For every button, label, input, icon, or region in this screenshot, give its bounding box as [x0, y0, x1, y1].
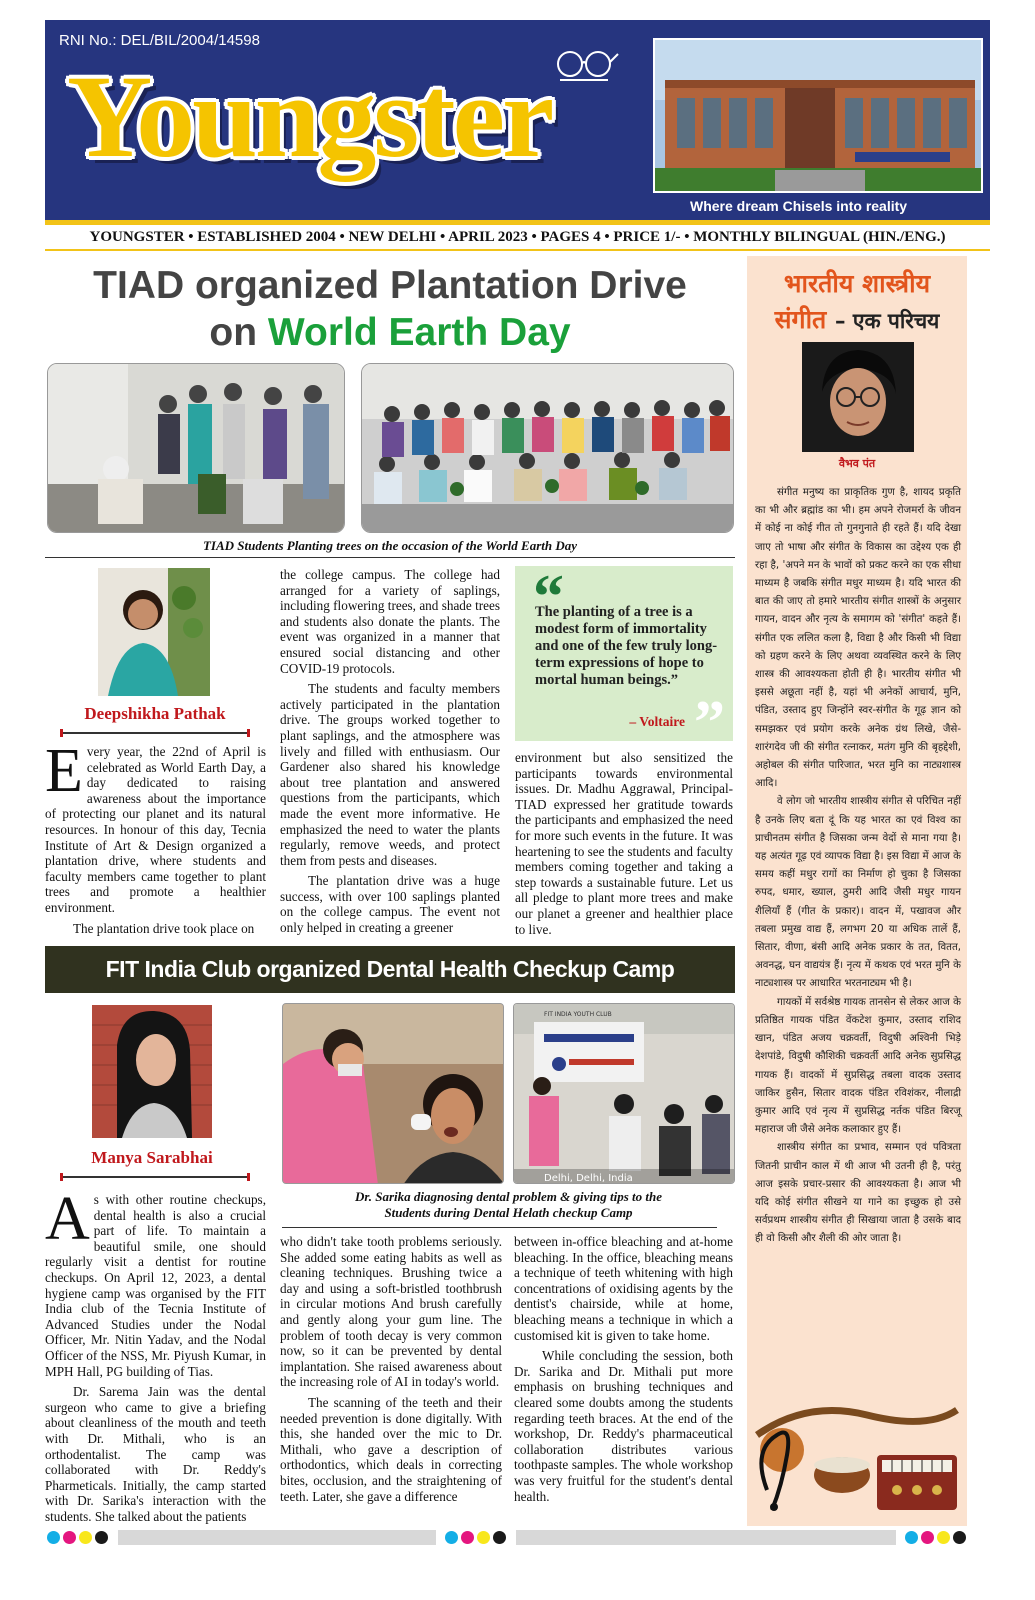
cyan-dot — [905, 1531, 918, 1544]
headline-line2-highlight: World Earth Day — [267, 311, 571, 354]
sidebar-author: वैभव पंत — [838, 457, 876, 470]
fit-india-sign: FIT INDIA YOUTH CLUB — [544, 1011, 612, 1018]
issue-info-bar: YOUNGSTER • ESTABLISHED 2004 • NEW DELHI • APRIL 2023 • PAGES 4 • PRICE 1/- • MONTHLY BILINGUAL (HIN./ENG.) — [45, 225, 990, 251]
paragraph: The scanning of the teeth and their needed prevention is done digitally. With this, she handed over the mic to Dr. Mithali, who gave a description of orthodontics, which deals in correcting bites, occlusion, and the straightening of teeth. Later, she gave a difference — [280, 1394, 502, 1504]
paragraph: environment but also sensitized the participants towards environmental issues. Dr. Madhu Aggrawal, Principal-TIAD expressed her gratitude towards the participants and emphasized the need for more such events in the future. It was heartening to see the students and faculty members coming together and taking a step towards a sustainable future. Let us all pledge to plant more trees and make our planet a greener and healthier place to live. — [515, 750, 733, 937]
footer-bar-left — [118, 1530, 436, 1545]
article1-column-3 — [515, 750, 733, 942]
dropcap: A — [45, 1185, 90, 1253]
sidebar-body — [755, 484, 961, 1249]
close-quote-icon: ” — [694, 689, 725, 757]
paragraph: शास्त्रीय संगीत का प्रभाव, सम्मान एवं पवित्रता जितनी प्राचीन काल में थी आज भी उतनी ही है, परंतु आज इसके प्रचार-प्रसार की आवश्यकता है। आज भी यदि कोई संगीत सीखने या गाने का इच्छुक हो उसे सर्वप्रथम शास्त्रीय संगीत ही सिखाया जाता है उसके बाद ही वो किसी और शैली की ओर जाता है। — [755, 1142, 961, 1245]
yellow-dot — [79, 1531, 92, 1544]
quote-author: – Voltaire — [629, 714, 685, 729]
caption-line: Students during Dental Helath checkup Camp — [384, 1205, 633, 1220]
cyan-dot — [47, 1531, 60, 1544]
plantation-group-photo — [361, 363, 734, 533]
newspaper-logo: Youngster — [67, 51, 552, 182]
dental-exam-photo — [282, 1003, 504, 1184]
footer-bar-right — [516, 1530, 896, 1545]
music-instruments-illustration — [747, 1395, 967, 1525]
manya-portrait — [92, 1005, 212, 1138]
caption-divider — [282, 1227, 717, 1228]
color-registration-dots-left — [47, 1531, 108, 1544]
article2-column-1 — [45, 1185, 266, 1529]
black-dot — [493, 1531, 506, 1544]
black-dot — [95, 1531, 108, 1544]
sidebar-title-suffix: – एक परिचय — [835, 309, 940, 333]
yellow-dot — [937, 1531, 950, 1544]
article1-column-2 — [280, 567, 500, 941]
paragraph: The plantation drive was a huge success, with over 100 saplings planted on the college campus. The event not only helped in creating a greener — [280, 873, 500, 936]
rni-number: RNI No.: DEL/BIL/2004/14598 — [59, 32, 260, 49]
magenta-dot — [63, 1531, 76, 1544]
article2-column-3 — [514, 1234, 733, 1509]
quote-text: The planting of a tree is a modest form of immortality and one of the few truly long-term expressions of hope to mortal human beings.” — [535, 604, 718, 688]
paragraph: between in-office bleaching and at-home bleaching. In the office, bleaching means a technique of teeth whitening with high concentrations of oxidising agents by the dentist's chairside, while at home, bleaching means a technique in which a customised kit is given to take home. — [514, 1234, 733, 1343]
black-dot — [953, 1531, 966, 1544]
article1-author: Deepshikha Pathak — [84, 704, 226, 723]
dental-camp-photo — [513, 1003, 735, 1184]
open-quote-icon: “ — [533, 563, 564, 631]
author-divider — [60, 732, 250, 734]
color-registration-dots-center — [445, 1531, 506, 1544]
magenta-dot — [461, 1531, 474, 1544]
paragraph: वे लोग जो भारतीय शास्त्रीय संगीत से परिचित नहीं है उनके लिए बता दूं कि यह भारत का एवं विश्व का प्राचीनतम संगीत है जिसका जन्म वेदों से माना गया है। यह अत्यंत गूढ़ एवं व्यापक विद्या है। इस विद्या में आज के समय कहीं मधुर रागों का निर्माण हो चुका है जिसका रुपद, धमार, ख्याल, ठुमरी आदि जैसी मधुर गायन शैलियाँ हैं (गीत के प्रकार)। वादन में, पखावज और तबला प्रमुख वाद्य हैं, लगभग 20 या अधिक तालें हैं, सितार, वीणा, बंसी आदि अनेक प्रकार के तत, वितत, अवनद्ध, घन वाद्ययंत्र हैं। नृत्य में कथक एवं भरत मुनि के नाट्यशास्त्र पर आधारित भरतनाट्यम भी है। — [755, 796, 961, 990]
article1-headline — [45, 262, 735, 356]
photo-location-watermark: Delhi, Delhi, India — [544, 1173, 633, 1184]
article1-photo-caption: TIAD Students Planting trees on the occasion of the World Earth Day — [202, 538, 578, 553]
deepshikha-portrait — [98, 568, 210, 696]
institute-building-photo — [653, 38, 983, 193]
vaibhav-portrait — [802, 342, 914, 452]
paragraph: गायकों में सर्वश्रेष्ठ गायक तानसेन से लेकर आज के प्रतिष्ठित गायक पंडित वेंकटेश कुमार, उस्ताद राशिद खान, पंडित अजय चक्रवर्ती, विदुषी अश्विनी भिड़े देशपांडे, विदुषी कौशिकी चक्रवर्ती आदि अनेक सुप्रसिद्ध गायक हैं। वादकों में सुप्रसिद्ध तबला वादक उस्ताद जाकिर हुसैन, सितार वादक पंडित रविशंकर, नीलाद्री कुमार आदि एवं नृत्य में सुप्रसिद्ध नर्तक पंडित बिरजू महाराज जी जैसे अनेक कलाकार हुए हैं। — [755, 996, 961, 1136]
headline-line2-prefix: on — [209, 311, 258, 354]
article2-author: Manya Sarabhai — [91, 1148, 213, 1167]
paragraph: The plantation drive took place on — [73, 920, 255, 936]
paragraph: While concluding the session, both Dr. Sarika and Dr. Mithali put more emphasis on brushing techniques and cleared some doubts among the students regarding teeth braces. At the end of the workshop, Dr. Reddy's pharmaceutical collaboration distributes various toothpaste samples. The whole workshop was very fruitful for the student's dental health. — [514, 1348, 733, 1504]
headline-line1: TIAD organized Plantation Drive — [93, 264, 687, 307]
article2-banner-headline: FIT India Club organized Dental Health Checkup Camp — [45, 946, 735, 993]
paragraph: very year, the 22nd of April is celebrated as World Earth Day, a day dedicated to raising awareness about the importance of protecting our planet and its natural resources. In honour of this day, Tecnia Institute of Art & Design organized a plantation drive, where students and faculty members came together to plant trees and promote a healthier environment. — [45, 744, 266, 915]
tagline: Where dream Chisels into reality — [690, 198, 908, 214]
sidebar-title-line1: भारतीय शास्त्रीय — [783, 269, 931, 298]
caption-line: Dr. Sarika diagnosing dental problem & giving tips to the — [355, 1189, 662, 1204]
paragraph: the college campus. The college had arranged for a variety of saplings, including flowering trees, and shade trees and students also donate the plants. The event was organized in a manner that ensured social distancing and other COVID-19 protocols. — [280, 567, 500, 676]
masthead — [45, 20, 990, 225]
article2-column-2 — [280, 1234, 502, 1509]
cyan-dot — [445, 1531, 458, 1544]
plantation-photo-left — [47, 363, 345, 533]
yellow-dot — [477, 1531, 490, 1544]
author-divider — [60, 1176, 250, 1178]
paragraph: s with other routine checkups, dental health is also a crucial part of life. To maintain a beautiful smile, one should regularly visit a dentist for routine checkups. On April 12, 2023, a dental hygiene camp was organised by the FIT India club of the Tecnia Institute of Advanced Studies under the Nodal Officer, Mr. Nitin Yadav, and the Nodal Officer of the NSS, Mr. Piyush Kumar, in MPH Hall, PG building of Tias. — [45, 1192, 266, 1379]
magenta-dot — [921, 1531, 934, 1544]
swachh-bharat-glasses-icon — [550, 44, 620, 86]
dropcap: E — [45, 737, 83, 805]
hindi-sidebar — [747, 256, 967, 1526]
paragraph: who didn't take tooth problems seriously. She added some eating habits as well as cleaning techniques. Brushing twice a day and using a soft-bristled toothbrush in circular motions And brush carefully and gently along your gum line. The problem of tooth decay is very common now, so it can be prevented by dental implantation. She raised awareness about the increasing role of AI in today's world. — [280, 1234, 502, 1390]
paragraph: The students and faculty members actively participated in the plantation drive. The groups worked together to plant saplings, and the atmosphere was lively and filled with enthusiasm. Our Gardener also shared his knowledge about tree plantation and answered questions from the participants, which made the event more informative. He emphasized the need to water the plants regularly, remove weeds, and protect them from pests and diseases. — [280, 681, 500, 868]
voltaire-quote-box — [515, 563, 733, 757]
sidebar-title — [747, 266, 967, 339]
article1-column-1 — [45, 737, 266, 941]
article2-photo-caption — [282, 1189, 735, 1221]
paragraph: संगीत मनुष्य का प्राकृतिक गुण है, शायद प्रकृति का भी और ब्रह्मांड का भी। हम अपने रोजमर्रा के जीवन में कोई ना कोई गीत तो गुनगुनाते ही रहते हैं। यदि देखा जाए तो भाषा और संगीत के विकास का उद्देश्य एक ही रहा है, 'अपने मन के भावों को प्रकट करने का एक सीधा माध्यम है जबकि संगीत मधुर माध्यम है। यदि भारत की बात की जाए तो हमारे भारतीय संगीत शास्त्रों के अनुसार गायन, वादन और नृत्य के समागम को 'संगीत' कहते हैं। संगीत एक ललित कला है, विद्या है और किसी भी विद्या को ग्रहण करने के लिए अथवा व्यवस्थित करने के लिए शास्त्र की आवश्यकता होती ही है। भारतीय संगीत भी इससे अछूता नहीं है, यहां भी अनेकों आचार्य, मुनि, पंडित, उस्ताद हुए जिन्होंने स्वर-संगीत के गूढ़ ज्ञान को समझकर एवं प्रयोग करके अनेक ग्रंथ लिखे, जैसे-शारंगदेव जी की संगीत रत्नाकर, मतंग मुनि की बृहद्देशी, अहोबल की संगीत पारिजात, भरत मुनि का नाट्यशास्त्र आदि। — [755, 487, 961, 790]
sidebar-title-line2: संगीत — [774, 305, 827, 334]
paragraph: Dr. Sarema Jain was the dental surgeon who came to give a briefing about cleanliness of the mouth and teeth with Dr. Mithali, who is an orthodentalist. The camp was collaborated with Dr. Reddy's Pharmeticals. Initially, the camp started with Dr. Sarika's interaction with the students. She talked about the patients — [45, 1384, 266, 1524]
color-registration-dots-right — [905, 1531, 966, 1544]
caption-divider — [45, 557, 735, 558]
